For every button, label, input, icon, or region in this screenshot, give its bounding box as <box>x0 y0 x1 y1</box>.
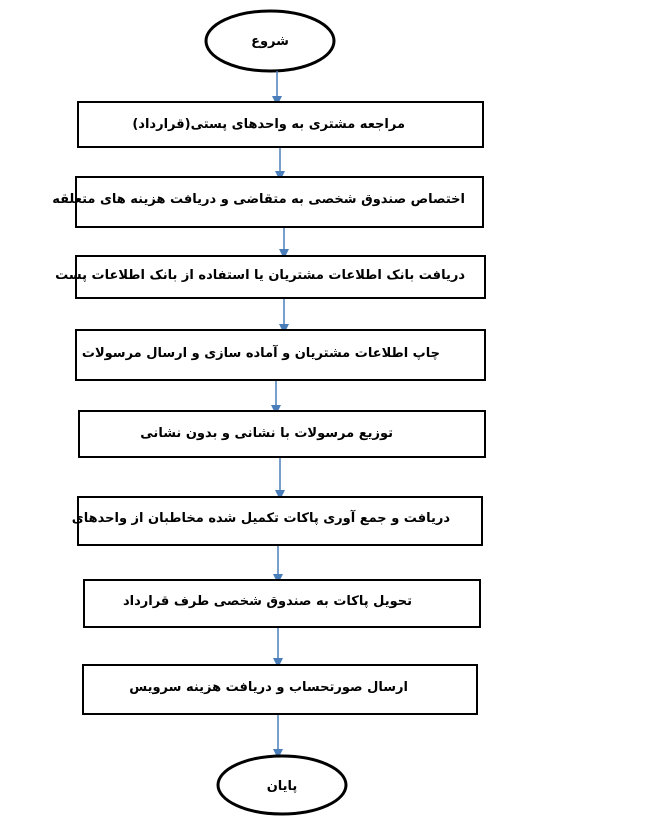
process-step-8-label: ارسال صورتحساب و دریافت هزینه سرویس <box>129 680 408 695</box>
process-step-3-label: دریافت بانک اطلاعات مشتریان یا استفاده از بانک اطلاعات پست <box>55 268 465 283</box>
end-label: پایان <box>266 779 298 794</box>
process-step-6-label: دریافت و جمع آوری پاکات تکمیل شده مخاطبان از واحدهای <box>71 511 450 526</box>
process-step-7-label: تحویل پاکات به صندوق شخصی طرف قرارداد <box>122 594 412 609</box>
start-label: شروع <box>251 34 289 49</box>
process-step-1-label: مراجعه مشتری به واحدهای پستی(قرارداد) <box>132 117 405 132</box>
process-step-2-label: اختصاص صندوق شخصی به متقاضی و دریافت هزینه های متعلقه <box>52 192 465 207</box>
process-step-4-label: چاپ اطلاعات مشتریان و آماده سازی و ارسال مرسولات <box>81 346 440 361</box>
process-step-5-label: توزیع مرسولات با نشانی و بدون نشانی <box>140 426 393 441</box>
